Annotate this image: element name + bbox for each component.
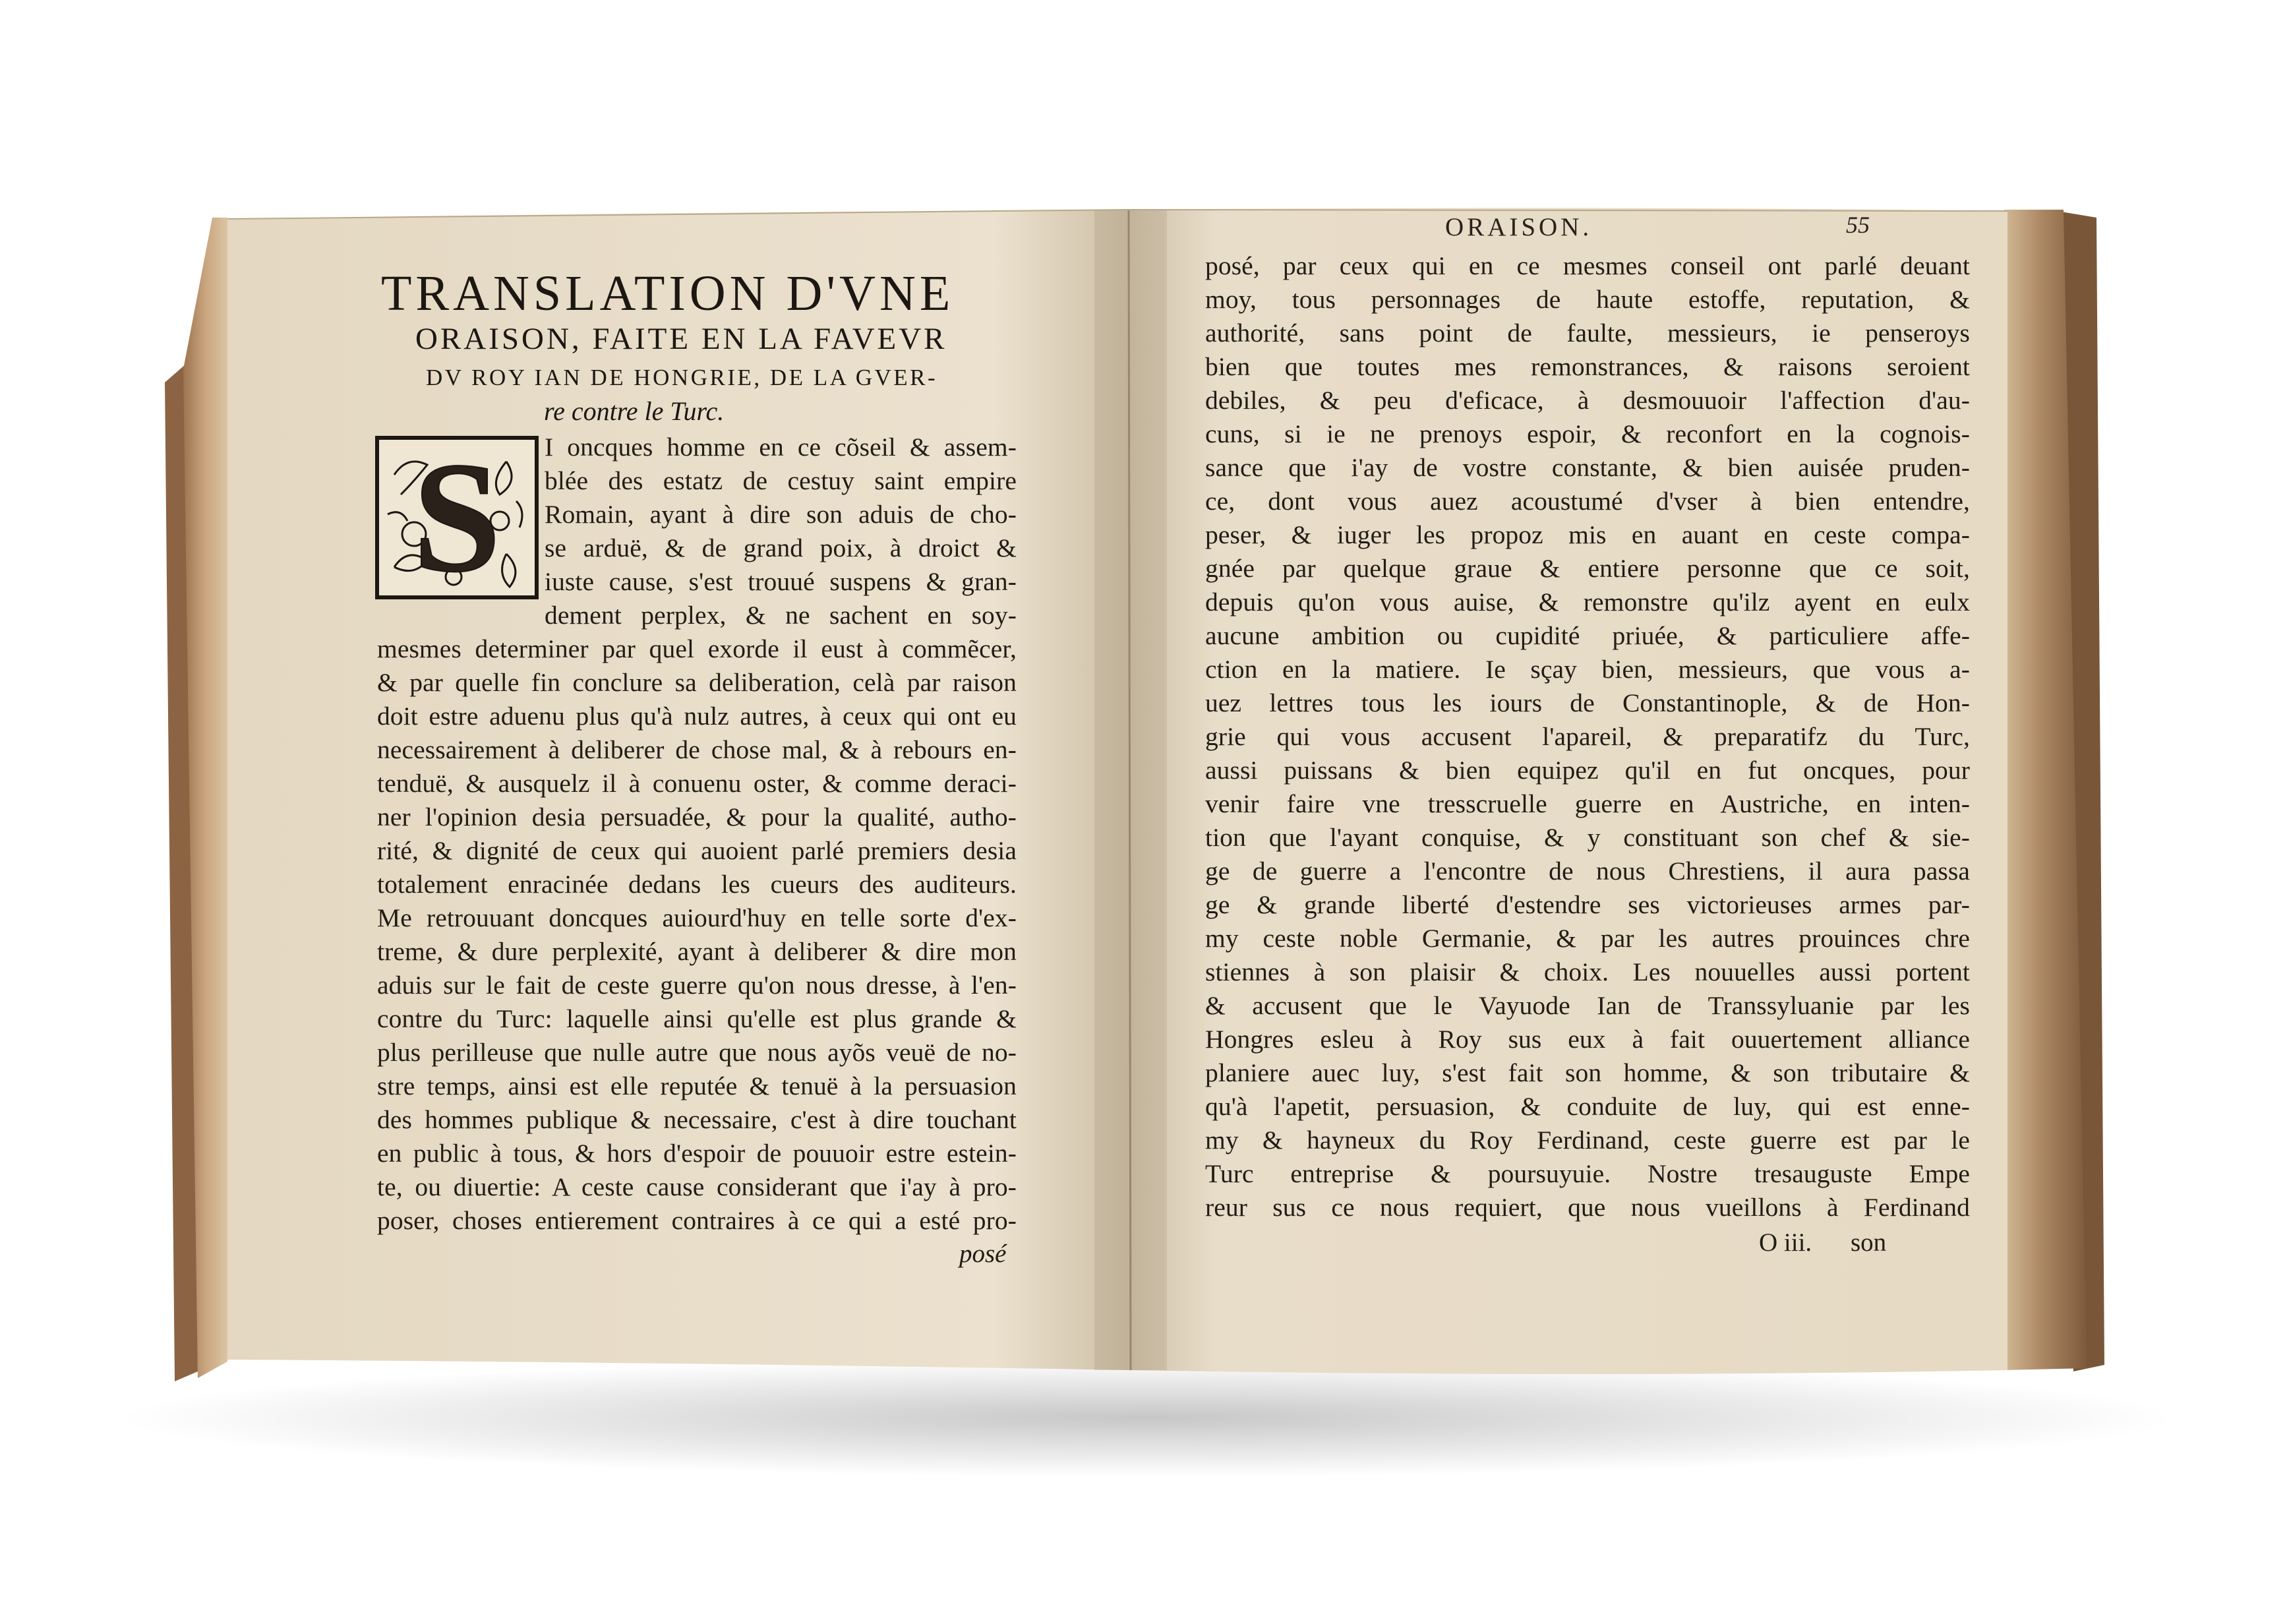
text-line: poser, choses entierement contraires à ce qui a esté pro-	[377, 1206, 1017, 1235]
text-line: stre temps, ainsi est elle reputée & tenuë à la persuasion	[377, 1071, 1017, 1100]
title-line-3: DV ROY IAN DE HONGRIE, DE LA GVER-	[426, 365, 938, 390]
text-line: my & hayneux du Roy Ferdinand, ceste guerre est par le	[1205, 1126, 1970, 1155]
text-line: ge & grande liberté d'estendre ses victorieuses armes par-	[1205, 890, 1970, 919]
text-line: cuns, si ie ne prenoys espoir, & reconfort en la cognois-	[1205, 419, 1970, 448]
text-line: aucune ambition ou cupidité priuée, & particuliere affe-	[1205, 621, 1970, 650]
text-line: te, ou diuertie: A ceste cause considerant que i'ay à pro-	[377, 1172, 1017, 1201]
text-line: plus perilleuse que nulle autre que nous ayõs veuë de no-	[377, 1038, 1017, 1067]
text-line: blée des estatz de cestuy saint empire	[545, 466, 1017, 495]
text-line: aussi puissans & bien equipez qu'il en fut oncques, pour	[1205, 756, 1970, 785]
text-line: ner l'opinion desia persuadée, & pour la qualité, autho-	[377, 802, 1017, 831]
text-line: en public à tous, & hors d'espoir de pouuoir estre estein-	[377, 1139, 1017, 1168]
title-line-2: ORAISON, FAITE EN LA FAVEVR	[415, 322, 947, 356]
text-line: se arduë, & de grand poix, à droict &	[545, 533, 1017, 562]
text-line: stiennes à son plaisir & choix. Les nouuelles aussi portent	[1205, 957, 1970, 986]
initial-letter: S	[413, 435, 501, 600]
text-line: debiles, & peu d'eficace, à desmouuoir l'affection d'au-	[1205, 386, 1970, 415]
text-line: Turc entreprise & poursuyuie. Nostre tresauguste Empe	[1205, 1159, 1970, 1188]
text-line: & accusent que le Vayuode Ian de Transsyluanie par les	[1205, 991, 1970, 1020]
text-line: my ceste noble Germanie, & par les autres prouinces chre	[1205, 924, 1970, 953]
book-shadow	[119, 1358, 2176, 1477]
text-line: ction en la matiere. Ie sçay bien, messieurs, que vous a-	[1205, 655, 1970, 684]
text-line: contre du Turc: laquelle ainsi qu'elle est plus grande &	[377, 1004, 1017, 1033]
right-catchword: son	[1851, 1228, 1887, 1257]
text-line: authorité, sans point de faulte, messieurs, ie penseroys	[1205, 318, 1970, 347]
text-line: bien que toutes mes remonstrances, & raisons seroient	[1205, 352, 1970, 381]
text-line: doit estre aduenu plus qu'à nulz autres, à ceux qui ont eu	[377, 702, 1017, 731]
text-line: rité, & dignité de ceux qui auoient parlé premiers desia	[377, 836, 1017, 865]
text-line: tenduë, & ausquelz il à conuenu oster, & comme deraci-	[377, 769, 1017, 798]
folio-number: 55	[1846, 212, 1870, 238]
title-line-4: re contre le Turc.	[544, 396, 725, 426]
decorated-initial	[374, 435, 539, 600]
text-line: & par quelle fin conclure sa deliberation, celà par raison	[377, 668, 1017, 697]
text-line: reur sus ce nous requiert, que nous vueillons à Ferdinand	[1205, 1193, 1970, 1222]
text-line: iuste cause, s'est trouué suspens & gran-	[545, 567, 1017, 596]
text-line: qu'à l'apetit, persuasion, & conduite de luy, qui est enne-	[1205, 1092, 1970, 1121]
text-line: I oncques homme en ce cõseil & assem-	[545, 433, 1017, 462]
text-line: Romain, ayant à dire son aduis de cho-	[545, 500, 1017, 529]
text-line: sance que i'ay de vostre constante, & bien auisée pruden-	[1205, 453, 1970, 482]
title-line-1: TRANSLATION D'VNE	[381, 266, 955, 321]
left-catchword: posé	[959, 1240, 1007, 1268]
text-line: uez lettres tous les iours de Constantinople, & de Hon-	[1205, 688, 1970, 717]
text-line: grie qui vous accusent l'apareil, & preparatifz du Turc,	[1205, 722, 1970, 751]
signature-mark: O iii.	[1759, 1228, 1812, 1257]
text-line: venir faire vne tresscruelle guerre en Austriche, en inten-	[1205, 789, 1970, 818]
running-head: ORAISON.	[1445, 213, 1593, 241]
text-line: treme, & dure perplexité, ayant à deliberer & dire mon	[377, 937, 1017, 966]
text-line: totalement enracinée dedans les cueurs des auditeurs.	[377, 870, 1017, 899]
text-line: Me retrouuant doncques auiourd'huy en telle sorte d'ex-	[377, 903, 1017, 932]
text-line: tion que l'ayant conquise, & y constituant son chef & sie-	[1205, 823, 1970, 852]
text-line: gnée par quelque graue & entiere personne que ce soit,	[1205, 554, 1970, 583]
text-line: des hommes publique & necessaire, c'est à dire touchant	[377, 1105, 1017, 1134]
text-line: planiere auec luy, s'est fait son homme, & son tributaire &	[1205, 1058, 1970, 1087]
text-line: ge de guerre a l'encontre de nous Chrestiens, il aura passa	[1205, 857, 1970, 886]
text-line: dement perplex, & ne sachent en soy-	[545, 601, 1017, 630]
text-line: aduis sur le fait de ceste guerre qu'on nous dresse, à l'en-	[377, 971, 1017, 1000]
text-line: necessairement à deliberer de chose mal, & à rebours en-	[377, 735, 1017, 764]
text-line: moy, tous personnages de haute estoffe, reputation, &	[1205, 285, 1970, 314]
text-line: posé, par ceux qui en ce mesmes conseil ont parlé deuant	[1205, 251, 1970, 280]
text-line: depuis qu'on vous auise, & remonstre qu'ilz ayent en eulx	[1205, 587, 1970, 617]
text-line: Hongres esleu à Roy sus eux à fait ouuertement alliance	[1205, 1025, 1970, 1054]
text-line: ce, dont vous auez acoustumé d'vser à bien entendre,	[1205, 487, 1970, 516]
text-line: peser, & iuger les propoz mis en auant en ceste compa-	[1205, 520, 1970, 549]
text-line: mesmes determiner par quel exorde il eust à commẽcer,	[377, 634, 1017, 663]
